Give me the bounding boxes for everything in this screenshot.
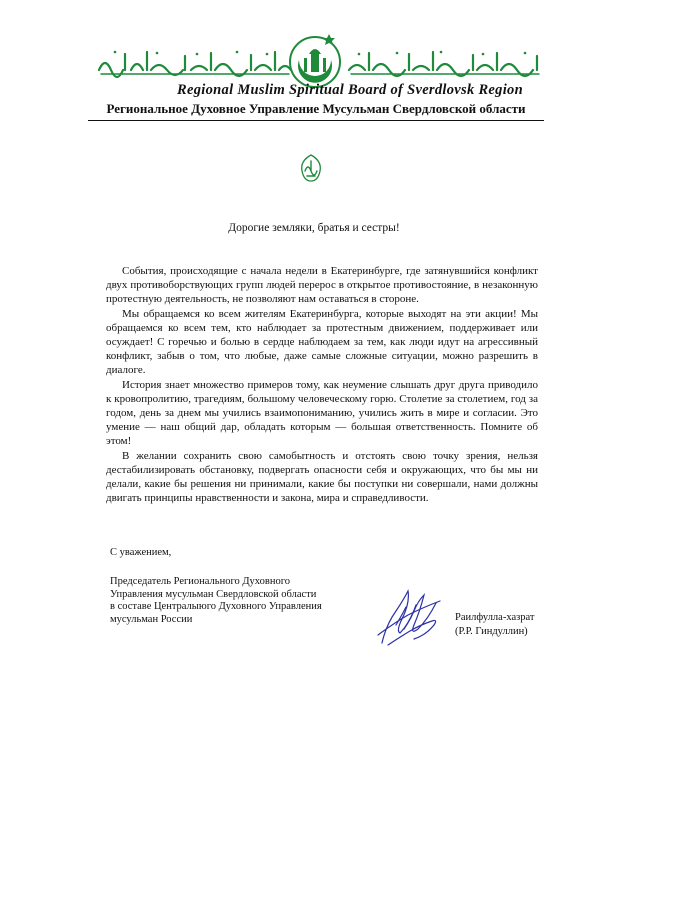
- mosque-crescent-emblem-icon: [285, 30, 345, 90]
- signer-name-line-1: Раилфулла-хазрат: [455, 612, 535, 623]
- russian-board-title: Региональное Духовное Управление Мусульман Свердловской области: [88, 101, 544, 121]
- signer-position-line-4: мусульман России: [110, 613, 193, 625]
- body-paragraph-2: Мы обращаемся ко всем жителям Екатеринбурга, которые выходят на эти акции! Мы обращаемся ко всем тем, кто наблюдает за протестным движением, поддерживает или осуждает! С горечью и болью в сердце наблюдаем за тем, как люди идут на агрессивный конфликт, забыв о том, что любые, даже самые сложные ситуации, можно разрешить в диалоге.: [106, 307, 538, 377]
- body-paragraph-3: История знает множество примеров тому, как неумение слышать друг друга приводило к кровопролитию, трагедиям, большому человеческому горю. Столетие за столетием, год за годом, день за днем мы учились взаимопониманию, учились жить в мире и согласии. Это умение — наш общий дар, обладать которым — большая ответственность. Помните об этом!: [106, 378, 538, 448]
- signer-position-line-2: Управления мусульман Свердловской области: [110, 588, 317, 600]
- signer-name-line-2: (Р.Р. Гиндуллин): [455, 626, 528, 637]
- body-paragraph-4: В желании сохранить свою самобытность и отстоять свою точку зрения, нельзя дестабилизировать обстановку, подвергать опасности себя и окружающих, что бы мы ни делали, какие бы решения ни принимали, какие бы поступки ни совершали, нами должны двигать принципы нравственности и закона, мира и справедливости.: [106, 449, 538, 505]
- body-paragraph-1: События, происходящие с начала недели в Екатеринбурге, где затянувшийся конфликт двух противоборствующих групп людей перерос в открытое противостояние, в незаконную протестную деятельность, не позволяют нам оставаться в стороне.: [106, 265, 538, 306]
- arabic-calligraphy-left-icon: [95, 48, 295, 78]
- handwritten-signature: [374, 585, 442, 649]
- arabic-calligraphy-right-icon: [345, 48, 545, 78]
- letterhead: [0, 0, 700, 130]
- english-board-title: Regional Muslim Spiritual Board of Sverdlovsk Region: [177, 82, 523, 98]
- letter-greeting: Дорогие земляки, братья и сестры!: [228, 222, 400, 234]
- signer-name: [455, 611, 534, 639]
- small-calligraphy-seal-icon: [298, 153, 324, 183]
- closing-phrase: С уважением,: [110, 547, 172, 558]
- signer-position-line-3: в составе Централыюго Духовного Управления: [110, 601, 322, 612]
- signer-position: [110, 576, 380, 626]
- letter-body: [106, 264, 538, 505]
- signer-position-line-1: Председатель Регионального Духовного: [110, 576, 291, 587]
